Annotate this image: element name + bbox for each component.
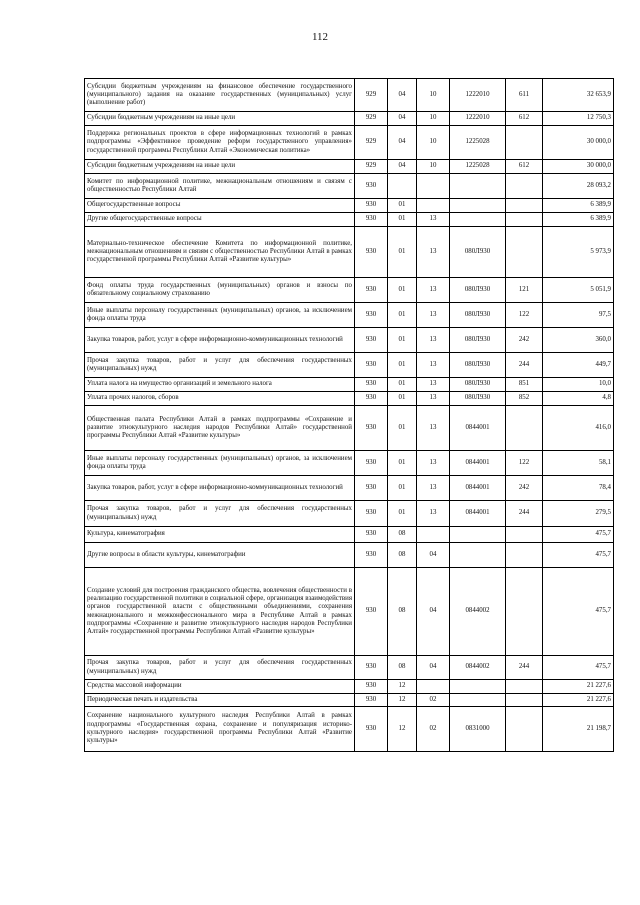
section-code-cell: 08: [388, 527, 417, 543]
target-item-code-cell: 0831000: [450, 707, 506, 752]
dept-code-cell: 930: [355, 278, 388, 303]
dept-code-cell: 930: [355, 656, 388, 680]
dept-code-cell: 930: [355, 680, 388, 694]
subsection-code-cell: 13: [417, 451, 450, 476]
section-code-cell: 01: [388, 303, 417, 328]
subsection-code-cell: [417, 527, 450, 543]
dept-code-cell: 930: [355, 328, 388, 353]
amount-cell: 58,1: [543, 451, 614, 476]
dept-code-cell: 929: [355, 160, 388, 174]
subsection-code-cell: 10: [417, 79, 450, 112]
dept-code-cell: 930: [355, 174, 388, 199]
target-item-code-cell: [450, 680, 506, 694]
section-code-cell: 01: [388, 278, 417, 303]
dept-code-cell: 930: [355, 227, 388, 278]
amount-cell: 5 051,9: [543, 278, 614, 303]
subsection-code-cell: 02: [417, 694, 450, 707]
target-item-code-cell: [450, 199, 506, 213]
dept-code-cell: 930: [355, 406, 388, 451]
row-description: Периодическая печать и издательства: [85, 694, 355, 707]
section-code-cell: 01: [388, 501, 417, 527]
subsection-code-cell: 13: [417, 278, 450, 303]
subsection-code-cell: 10: [417, 126, 450, 160]
row-description: Поддержка региональных проектов в сфере информационных технологий в рамках подпрограммы «Эффективное проведение реформ государственного управления» государственной программы Республики Алтай «Экономическая политика»: [85, 126, 355, 160]
table-row: [85, 392, 614, 406]
expense-type-code-cell: [506, 527, 543, 543]
row-description: Комитет по информационной политике, межнациональным отношениям и связям с общественностью Республики Алтай: [85, 174, 355, 199]
table-row: [85, 213, 614, 227]
table-row: [85, 476, 614, 501]
amount-cell: 475,7: [543, 527, 614, 543]
expense-type-code-cell: 242: [506, 476, 543, 501]
subsection-code-cell: 04: [417, 543, 450, 568]
section-code-cell: 12: [388, 680, 417, 694]
table-row: [85, 174, 614, 199]
row-description: Субсидии бюджетным учреждениям на иные цели: [85, 160, 355, 174]
table-row: [85, 353, 614, 378]
row-description: Общественная палата Республики Алтай в рамках подпрограммы «Сохранение и развитие этнокультурного наследия народов Республики Алтай» государственной программы Республики Алтай «Развитие культуры»: [85, 406, 355, 451]
amount-cell: 12 750,3: [543, 112, 614, 126]
target-item-code-cell: 0844002: [450, 568, 506, 656]
expense-type-code-cell: 244: [506, 656, 543, 680]
target-item-code-cell: 0844001: [450, 476, 506, 501]
amount-cell: 78,4: [543, 476, 614, 501]
expense-type-code-cell: [506, 568, 543, 656]
row-description: Закупка товаров, работ, услуг в сфере информационно-коммуникационных технологий: [85, 328, 355, 353]
row-description: Сохранение национального культурного наследия Республики Алтай в рамках подпрограммы «Государственная охрана, сохранение и популяризация историко-культурного наследия» государственной программы Республики Алтай «Развитие культуры»: [85, 707, 355, 752]
subsection-code-cell: 13: [417, 328, 450, 353]
row-description: Культура, кинематография: [85, 527, 355, 543]
target-item-code-cell: 1225028: [450, 126, 506, 160]
table-row: [85, 378, 614, 392]
expense-type-code-cell: [506, 126, 543, 160]
target-item-code-cell: 0844001: [450, 501, 506, 527]
table-row: [85, 656, 614, 680]
target-item-code-cell: [450, 527, 506, 543]
table-row: [85, 278, 614, 303]
row-description: Другие общегосударственные вопросы: [85, 213, 355, 227]
section-code-cell: 01: [388, 328, 417, 353]
table-row: [85, 568, 614, 656]
amount-cell: 21 198,7: [543, 707, 614, 752]
expense-type-code-cell: [506, 227, 543, 278]
table-row: [85, 227, 614, 278]
row-description: Уплата налога на имущество организаций и земельного налога: [85, 378, 355, 392]
section-code-cell: 01: [388, 451, 417, 476]
expense-type-code-cell: [506, 707, 543, 752]
section-code-cell: 08: [388, 656, 417, 680]
subsection-code-cell: [417, 174, 450, 199]
row-description: Средства массовой информации: [85, 680, 355, 694]
dept-code-cell: 930: [355, 392, 388, 406]
subsection-code-cell: 04: [417, 656, 450, 680]
expense-type-code-cell: 122: [506, 451, 543, 476]
section-code-cell: 04: [388, 79, 417, 112]
dept-code-cell: 930: [355, 199, 388, 213]
dept-code-cell: 930: [355, 451, 388, 476]
target-item-code-cell: 080Л930: [450, 303, 506, 328]
table-row: [85, 707, 614, 752]
amount-cell: 6 389,9: [543, 199, 614, 213]
expense-type-code-cell: [506, 680, 543, 694]
row-description: Прочая закупка товаров, работ и услуг для обеспечения государственных (муниципальных) нужд: [85, 353, 355, 378]
dept-code-cell: 929: [355, 126, 388, 160]
amount-cell: 475,7: [543, 568, 614, 656]
amount-cell: 279,5: [543, 501, 614, 527]
section-code-cell: 04: [388, 112, 417, 126]
target-item-code-cell: 080Л930: [450, 378, 506, 392]
amount-cell: 475,7: [543, 543, 614, 568]
row-description: Иные выплаты персоналу государственных (муниципальных) органов, за исключением фонда оплаты труда: [85, 303, 355, 328]
dept-code-cell: 930: [355, 476, 388, 501]
dept-code-cell: 930: [355, 303, 388, 328]
table-row: [85, 406, 614, 451]
amount-cell: 449,7: [543, 353, 614, 378]
section-code-cell: 01: [388, 199, 417, 213]
section-code-cell: 12: [388, 707, 417, 752]
amount-cell: 6 389,9: [543, 213, 614, 227]
subsection-code-cell: 13: [417, 213, 450, 227]
expense-type-code-cell: 244: [506, 501, 543, 527]
row-description: Другие вопросы в области культуры, кинематографии: [85, 543, 355, 568]
subsection-code-cell: 13: [417, 476, 450, 501]
target-item-code-cell: [450, 543, 506, 568]
expense-type-code-cell: [506, 199, 543, 213]
page-number: 112: [311, 31, 329, 43]
expense-type-code-cell: 242: [506, 328, 543, 353]
section-code-cell: 01: [388, 213, 417, 227]
table-row: [85, 451, 614, 476]
table-row: [85, 543, 614, 568]
subsection-code-cell: 13: [417, 378, 450, 392]
dept-code-cell: 930: [355, 353, 388, 378]
subsection-code-cell: [417, 199, 450, 213]
target-item-code-cell: 080Л930: [450, 353, 506, 378]
dept-code-cell: 930: [355, 543, 388, 568]
subsection-code-cell: 10: [417, 160, 450, 174]
dept-code-cell: 930: [355, 213, 388, 227]
target-item-code-cell: 0844001: [450, 406, 506, 451]
subsection-code-cell: 13: [417, 392, 450, 406]
target-item-code-cell: 0844002: [450, 656, 506, 680]
row-description: Уплата прочих налогов, сборов: [85, 392, 355, 406]
amount-cell: 97,5: [543, 303, 614, 328]
table-row: [85, 527, 614, 543]
table-row: [85, 112, 614, 126]
row-description: Субсидии бюджетным учреждениям на иные цели: [85, 112, 355, 126]
dept-code-cell: 930: [355, 501, 388, 527]
expense-type-code-cell: 244: [506, 353, 543, 378]
amount-cell: 360,0: [543, 328, 614, 353]
expense-type-code-cell: 611: [506, 79, 543, 112]
expense-type-code-cell: 121: [506, 278, 543, 303]
section-code-cell: 04: [388, 126, 417, 160]
target-item-code-cell: 1222010: [450, 112, 506, 126]
table-row: [85, 680, 614, 694]
row-description: Прочая закупка товаров, работ и услуг для обеспечения государственных (муниципальных) нужд: [85, 656, 355, 680]
row-description: Субсидии бюджетным учреждениям на финансовое обеспечение государственного (муниципального) задания на оказание государственных (муниципальных) услуг (выполнение работ): [85, 79, 355, 112]
subsection-code-cell: 04: [417, 568, 450, 656]
table-row: [85, 126, 614, 160]
amount-cell: 10,0: [543, 378, 614, 392]
amount-cell: 5 973,9: [543, 227, 614, 278]
section-code-cell: 01: [388, 227, 417, 278]
expense-type-code-cell: 852: [506, 392, 543, 406]
amount-cell: 416,0: [543, 406, 614, 451]
amount-cell: 30 000,0: [543, 126, 614, 160]
section-code-cell: 08: [388, 568, 417, 656]
table-row: [85, 199, 614, 213]
dept-code-cell: 930: [355, 707, 388, 752]
dept-code-cell: 930: [355, 568, 388, 656]
row-description: Закупка товаров, работ, услуг в сфере информационно-коммуникационных технологий: [85, 476, 355, 501]
subsection-code-cell: [417, 680, 450, 694]
section-code-cell: 12: [388, 694, 417, 707]
section-code-cell: 01: [388, 476, 417, 501]
section-code-cell: 08: [388, 543, 417, 568]
table-row: [85, 501, 614, 527]
expense-type-code-cell: 851: [506, 378, 543, 392]
row-description: Иные выплаты персоналу государственных (муниципальных) органов, за исключением фонда оплаты труда: [85, 451, 355, 476]
subsection-code-cell: 13: [417, 406, 450, 451]
section-code-cell: 01: [388, 378, 417, 392]
dept-code-cell: 930: [355, 527, 388, 543]
section-code-cell: 04: [388, 160, 417, 174]
target-item-code-cell: 080Л930: [450, 278, 506, 303]
target-item-code-cell: 080Л930: [450, 227, 506, 278]
section-code-cell: [388, 174, 417, 199]
section-code-cell: 01: [388, 353, 417, 378]
subsection-code-cell: 13: [417, 303, 450, 328]
amount-cell: 4,8: [543, 392, 614, 406]
dept-code-cell: 929: [355, 112, 388, 126]
table-row: [85, 79, 614, 112]
target-item-code-cell: 0844001: [450, 451, 506, 476]
row-description: Общегосударственные вопросы: [85, 199, 355, 213]
row-description: Материально-техническое обеспечение Комитета по информационной политике, межнациональным отношениям и связям с общественностью Республики Алтай в рамках государственной программы Республики Алтай «Развитие культуры»: [85, 227, 355, 278]
target-item-code-cell: [450, 213, 506, 227]
expense-type-code-cell: [506, 213, 543, 227]
expense-type-code-cell: 122: [506, 303, 543, 328]
subsection-code-cell: 10: [417, 112, 450, 126]
amount-cell: 30 000,0: [543, 160, 614, 174]
amount-cell: 21 227,6: [543, 694, 614, 707]
budget-table: [84, 78, 614, 752]
target-item-code-cell: [450, 694, 506, 707]
expense-type-code-cell: [506, 694, 543, 707]
subsection-code-cell: 02: [417, 707, 450, 752]
target-item-code-cell: 1225028: [450, 160, 506, 174]
target-item-code-cell: 1222010: [450, 79, 506, 112]
subsection-code-cell: 13: [417, 501, 450, 527]
dept-code-cell: 929: [355, 79, 388, 112]
expense-type-code-cell: 612: [506, 112, 543, 126]
amount-cell: 475,7: [543, 656, 614, 680]
target-item-code-cell: [450, 174, 506, 199]
table-row: [85, 328, 614, 353]
dept-code-cell: 930: [355, 694, 388, 707]
table-row: [85, 303, 614, 328]
expense-type-code-cell: [506, 543, 543, 568]
target-item-code-cell: 080Л930: [450, 328, 506, 353]
subsection-code-cell: 13: [417, 227, 450, 278]
table-row: [85, 694, 614, 707]
expense-type-code-cell: [506, 174, 543, 199]
target-item-code-cell: 080Л930: [450, 392, 506, 406]
row-description: Фонд оплаты труда государственных (муниципальных) органов и взносы по обязательному социальному страхованию: [85, 278, 355, 303]
amount-cell: 21 227,6: [543, 680, 614, 694]
dept-code-cell: 930: [355, 378, 388, 392]
table-row: [85, 160, 614, 174]
amount-cell: 32 653,9: [543, 79, 614, 112]
row-description: Прочая закупка товаров, работ и услуг для обеспечения государственных (муниципальных) нужд: [85, 501, 355, 527]
section-code-cell: 01: [388, 406, 417, 451]
row-description: Создание условий для построения гражданского общества, вовлечения общественности в реализацию государственной политики в социальной сфере, организация взаимодействия органов государственной власти с общественными объединениями, сохранения межнационального и межконфессионального мира в Республике Алтай в рамках подпрограммы «Сохранение и развитие этнокультурного наследия народов Республики Алтай» государственной программы Республики Алтай «Развитие культуры»: [85, 568, 355, 656]
expense-type-code-cell: [506, 406, 543, 451]
subsection-code-cell: 13: [417, 353, 450, 378]
section-code-cell: 01: [388, 392, 417, 406]
amount-cell: 28 093,2: [543, 174, 614, 199]
expense-type-code-cell: 612: [506, 160, 543, 174]
